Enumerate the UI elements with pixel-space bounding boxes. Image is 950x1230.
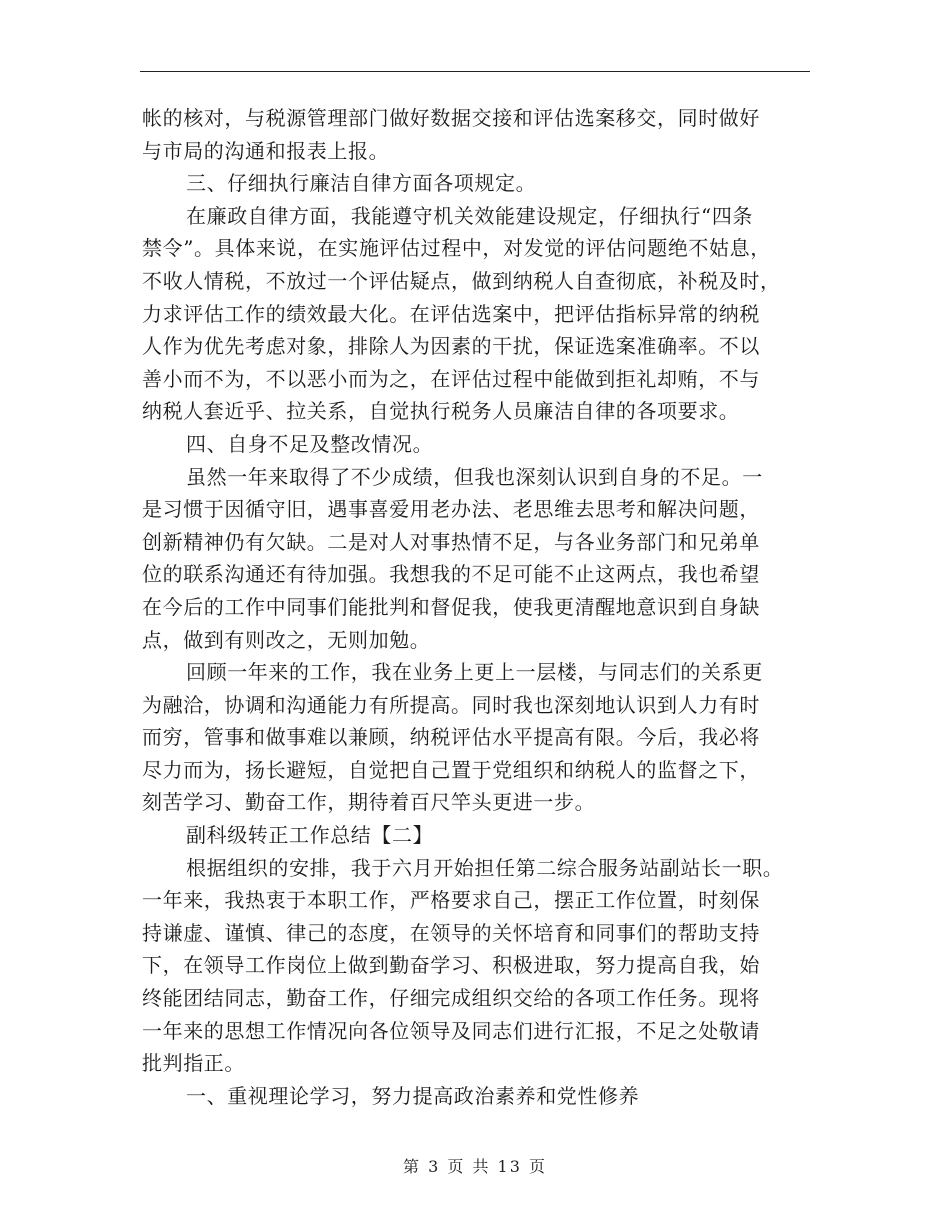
text-line: 创新精神仍有欠缺。二是对人对事热情不足，与各业务部门和兄弟单: [142, 529, 760, 554]
text-line: 人作为优先考虑对象，排除人为因素的干扰，保证选案准确率。不以: [142, 334, 760, 359]
text-line: 而穷，管事和做事难以兼顾，纳税评估水平提高有限。今后，我必将: [142, 725, 760, 750]
text-line: 下，在领导工作岗位上做到勤奋学习、积极进取，努力提高自我，始: [142, 953, 760, 978]
text-line: 刻苦学习、勤奋工作，期待着百尺竿头更进一步。: [142, 790, 596, 815]
text-line: 回顾一年来的工作，我在业务上更上一层楼，与同志们的关系更: [186, 660, 763, 685]
text-line: 尽力而为，扬长避短，自觉把自己置于党组织和纳税人的监督之下，: [142, 757, 760, 782]
text-line: 禁令”。具体来说，在实施评估过程中，对发觉的评估问题绝不姑息，: [142, 236, 771, 261]
text-line: 一年来的思想工作情况向各位领导及同志们进行汇报，不足之处敬请: [142, 1018, 760, 1043]
text-line: 是习惯于因循守旧，遇事喜爱用老办法、老思维去思考和解决问题，: [142, 497, 760, 522]
text-line: 根据组织的安排，我于六月开始担任第二综合服务站副站长一职。: [186, 855, 784, 880]
text-line: 四、自身不足及整改情况。: [186, 431, 434, 456]
text-line: 在今后的工作中同事们能批判和督促我，使我更清醒地意识到自身缺: [142, 594, 760, 619]
text-line: 点，做到有则改之，无则加勉。: [142, 627, 431, 652]
text-line: 三、仔细执行廉洁自律方面各项规定。: [186, 171, 537, 196]
text-line: 位的联系沟通还有待加强。我想我的不足可能不止这两点，我也希望: [142, 562, 760, 587]
text-line: 在廉政自律方面，我能遵守机关效能建设规定，仔细执行“四条: [186, 203, 754, 228]
text-line: 虽然一年来取得了不少成绩，但我也深刻认识到自身的不足。一: [186, 464, 763, 489]
text-line: 不收人情税，不放过一个评估疑点，做到纳税人自查彻底，补税及时，: [142, 268, 781, 293]
text-line: 善小而不为，不以恶小而为之，在评估过程中能做到拒礼却贿，不与: [142, 366, 760, 391]
text-line: 与市局的沟通和报表上报。: [142, 138, 390, 163]
text-line: 一、重视理论学习，努力提高政治素养和党性修养: [186, 1083, 640, 1108]
text-line: 批判指正。: [142, 1051, 245, 1076]
document-body: [142, 102, 812, 1112]
text-line: 一年来，我热衷于本职工作，严格要求自己，摆正工作位置，时刻保: [142, 888, 760, 913]
text-line: 纳税人套近乎、拉关系，自觉执行税务人员廉洁自律的各项要求。: [142, 399, 740, 424]
text-line: 终能团结同志，勤奋工作，仔细完成组织交给的各项工作任务。现将: [142, 986, 760, 1011]
text-line: 持谦虚、谨慎、律己的态度，在领导的关怀培育和同事们的帮助支持: [142, 920, 760, 945]
text-line: 为融洽，协调和沟通能力有所提高。同时我也深刻地认识到人力有时: [142, 692, 760, 717]
text-line: 副科级转正工作总结【二】: [186, 823, 434, 848]
header-rule: [140, 71, 810, 72]
text-line: 帐的核对，与税源管理部门做好数据交接和评估选案移交，同时做好: [142, 106, 760, 130]
page-number: 第 3 页 共 13 页: [403, 1157, 547, 1176]
text-line: 力求评估工作的绩效最大化。在评估选案中，把评估指标异常的纳税: [142, 301, 760, 326]
